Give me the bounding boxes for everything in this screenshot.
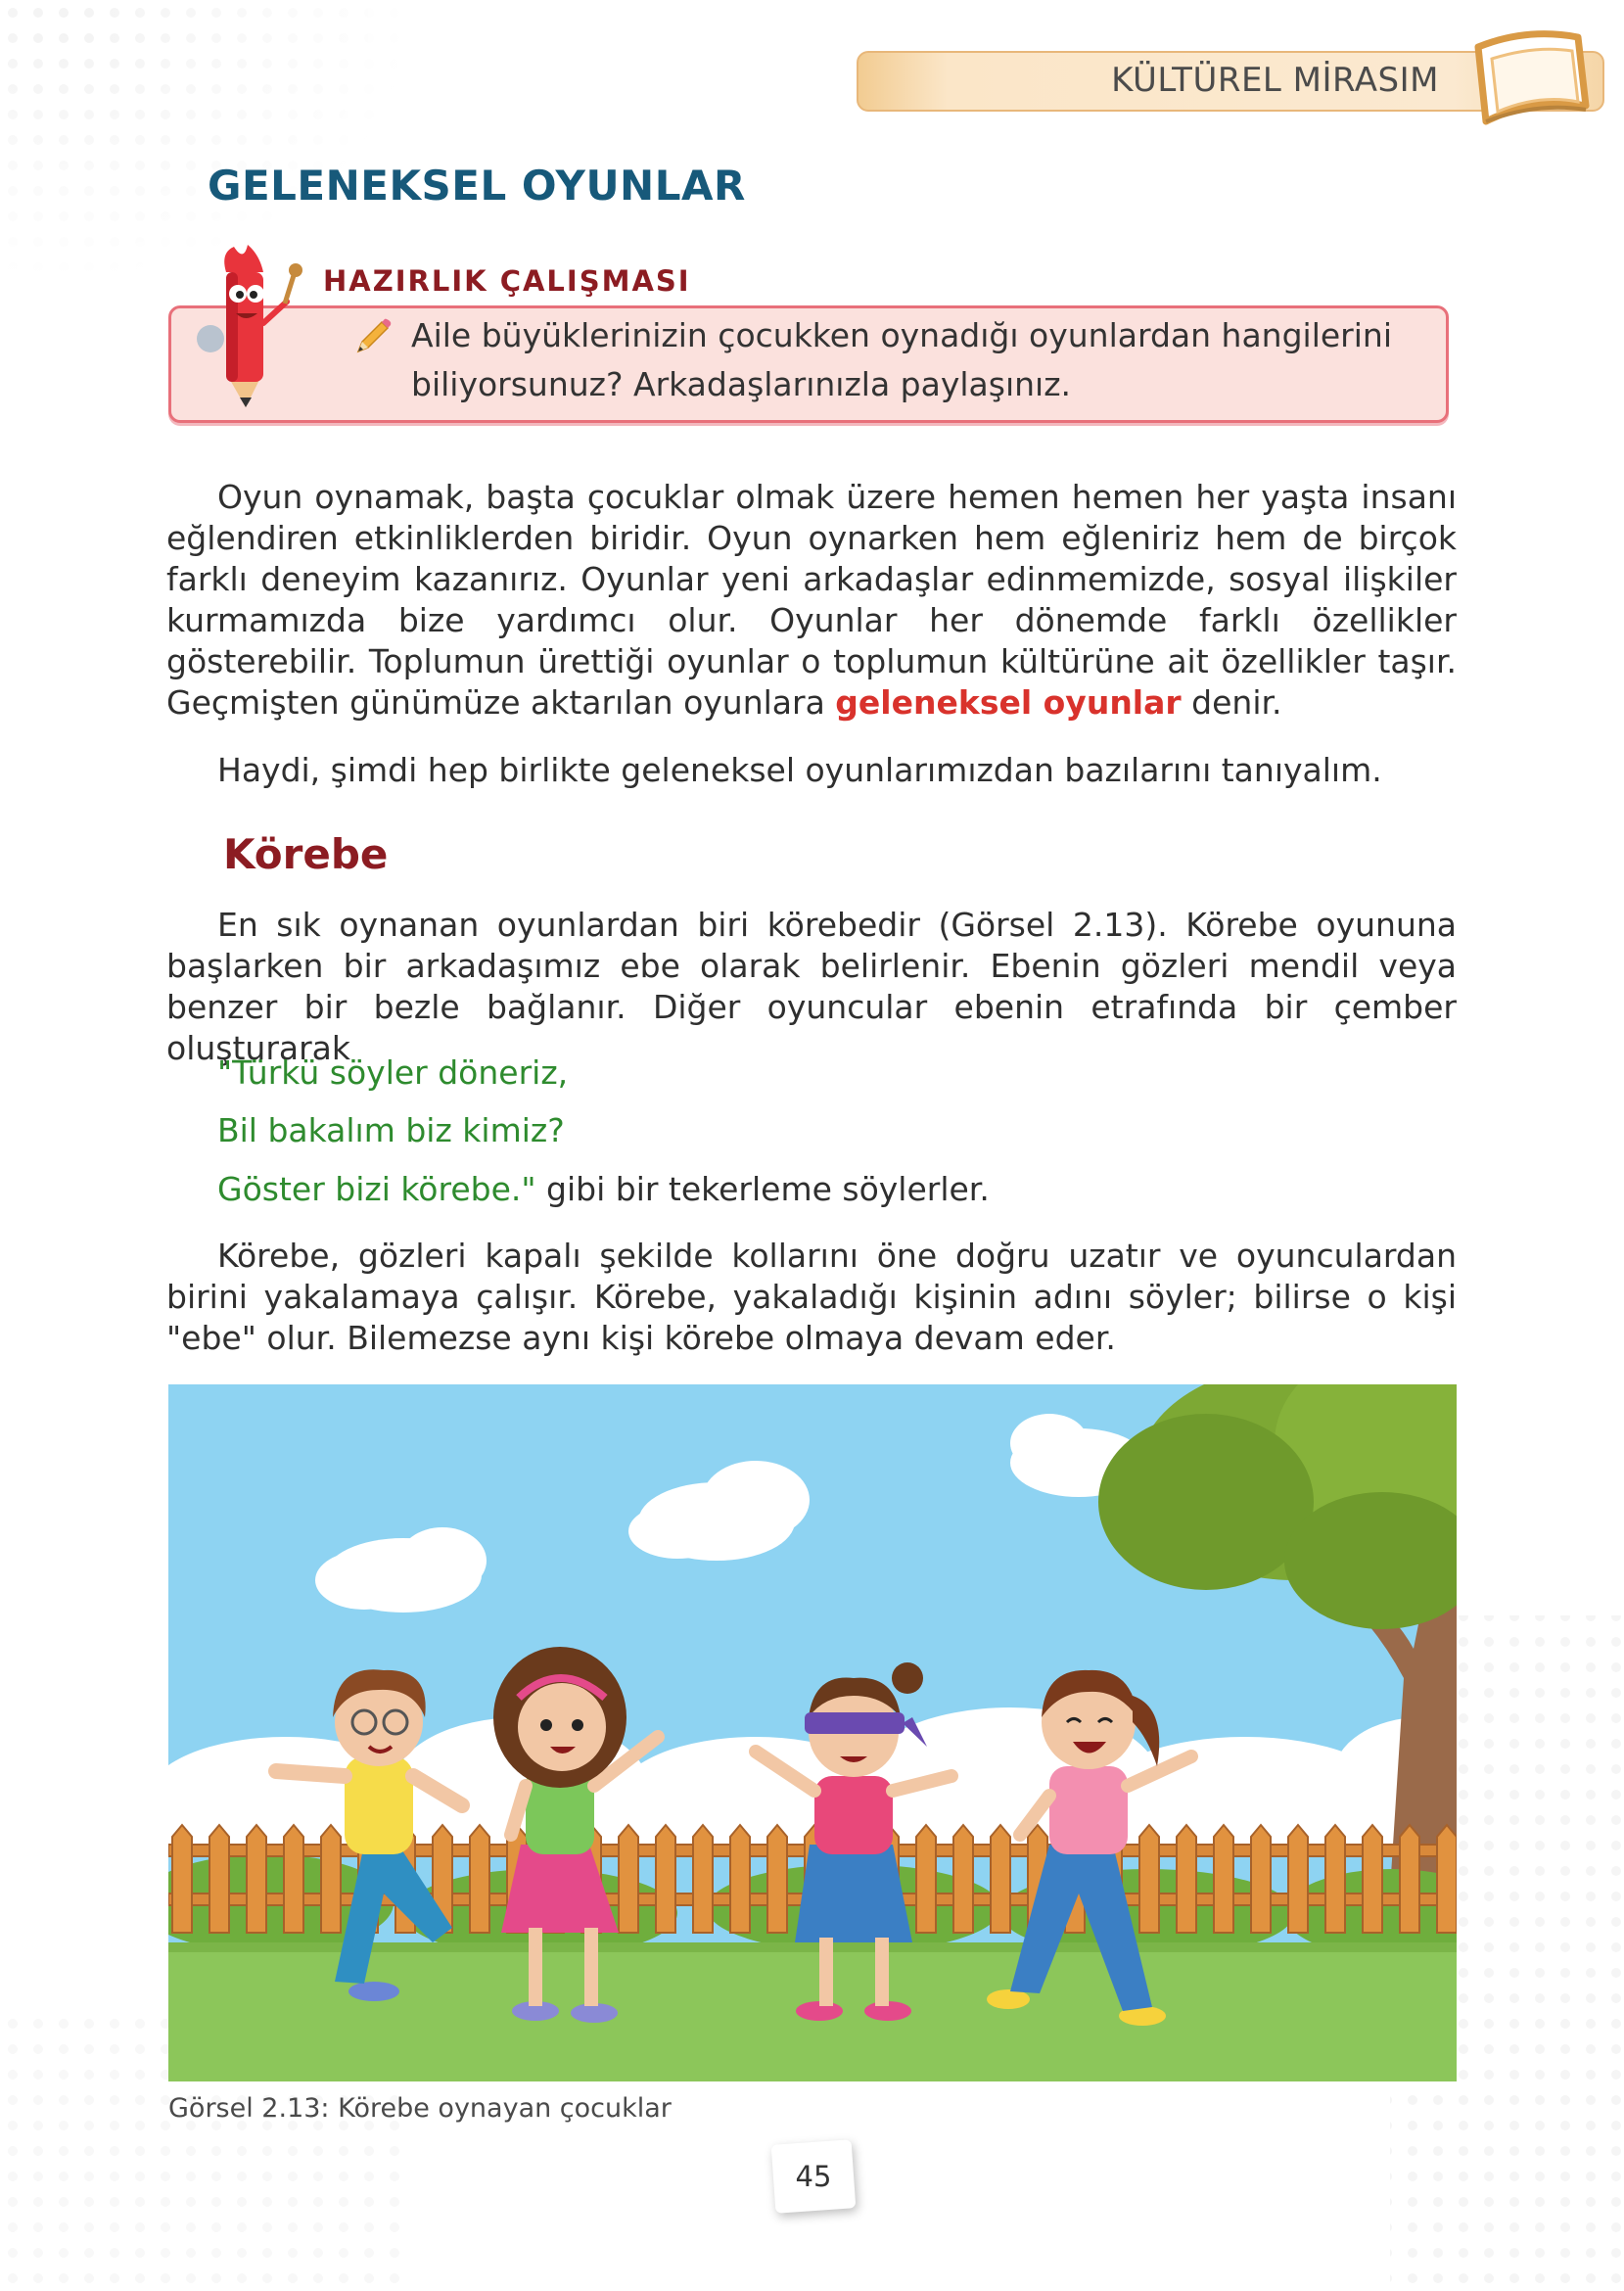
rules-paragraph: Körebe, gözleri kapalı şekilde kollarını öne doğru uzatır ve oyunculardan birini yakalamaya çalışır. Körebe, yakaladığı kişinin adını söyler; bilirse o kişi "ebe" olur. Bilemezse aynı kişi körebe olmaya devam eder. xyxy=(166,1237,1457,1357)
fence-picket xyxy=(247,1825,266,1933)
verse-tail: gibi bir tekerleme söylerler. xyxy=(535,1170,990,1208)
pencil-mascot-icon xyxy=(191,233,318,409)
fence-picket xyxy=(1363,1825,1382,1933)
fence-picket xyxy=(1288,1825,1308,1933)
fence-picket xyxy=(1139,1825,1159,1933)
page-number: 45 xyxy=(795,2160,832,2193)
fence-picket xyxy=(693,1825,713,1933)
fence-picket xyxy=(284,1825,303,1933)
fence-picket xyxy=(916,1825,936,1933)
fence-picket xyxy=(172,1825,192,1933)
unit-title: KÜLTÜREL MİRASIM xyxy=(1111,61,1439,100)
verse-line-1: "Türkü söyler döneriz, xyxy=(217,1053,569,1092)
fence-picket xyxy=(1400,1825,1419,1933)
preparation-question: Aile büyüklerinizin çocukken oynadığı oyunlardan hangilerini biliyorsunuz? Arkadaşlarınızla paylaşınız. xyxy=(411,316,1392,403)
fence-picket xyxy=(619,1825,638,1933)
fence-picket xyxy=(1437,1825,1457,1933)
fence-picket xyxy=(470,1825,489,1933)
fence-picket xyxy=(730,1825,750,1933)
korebe-paragraph: En sık oynanan oyunlardan biri körebedir (Görsel 2.13). Körebe oyununa başlarken bir arkadaşımız ebe olarak belirlenir. Ebenin gözleri mendil veya benzer bir bezle bağlanır. Diğer oyuncular ebenin etrafında bir çember oluşturarak xyxy=(166,906,1457,1067)
fence-picket xyxy=(1177,1825,1196,1933)
korebe-illustration xyxy=(168,1384,1457,2081)
verse-line-3-text: Göster bizi körebe." xyxy=(217,1170,536,1208)
verse-line-2: Bil bakalım biz kimiz? xyxy=(217,1111,565,1149)
fence-picket xyxy=(953,1825,973,1933)
fence-picket xyxy=(656,1825,675,1933)
section-subtitle: Körebe xyxy=(223,830,389,878)
pencil-icon xyxy=(352,316,394,357)
page-title: GELENEKSEL OYUNLAR xyxy=(208,162,746,210)
intro-paragraph-end: denir. xyxy=(1181,683,1282,722)
figure-caption: Görsel 2.13: Körebe oynayan çocuklar xyxy=(168,2093,672,2124)
preparation-title: HAZIRLIK ÇALIŞMASI xyxy=(323,264,691,298)
book-icon xyxy=(1459,20,1605,137)
fence-picket xyxy=(991,1825,1010,1933)
fence-picket xyxy=(209,1825,229,1933)
intro-paragraph-text: Oyun oynamak, başta çocuklar olmak üzere hemen hemen her yaşta insanı eğlendiren etkinliklerden biridir. Oyun oynarken hem eğleniriz hem de birçok farklı deneyim kazanırız. Oyunlar yeni arkadaşlar edinmemizde, sosyal ilişkiler kurmamızda bize yardımcı olur. Oyunlar her dönemde farklı özellikler gösterebilir. Toplumun ürettiği oyunlar o toplumun kültürüne ait özellikler taşır. Geçmişten günümüze aktarılan oyunlara xyxy=(166,478,1457,722)
lead-in-paragraph: Haydi, şimdi hep birlikte geleneksel oyunlarımızdan bazılarını tanıyalım. xyxy=(217,751,1382,789)
fence-picket xyxy=(1325,1825,1345,1933)
highlight-term: geleneksel oyunlar xyxy=(835,683,1182,722)
fence-picket xyxy=(1214,1825,1233,1933)
fence-picket xyxy=(321,1825,341,1933)
fence-picket xyxy=(1251,1825,1271,1933)
verse-line-3 xyxy=(217,1168,1392,1211)
fence-picket xyxy=(767,1825,787,1933)
intro-paragraph xyxy=(166,477,1457,724)
